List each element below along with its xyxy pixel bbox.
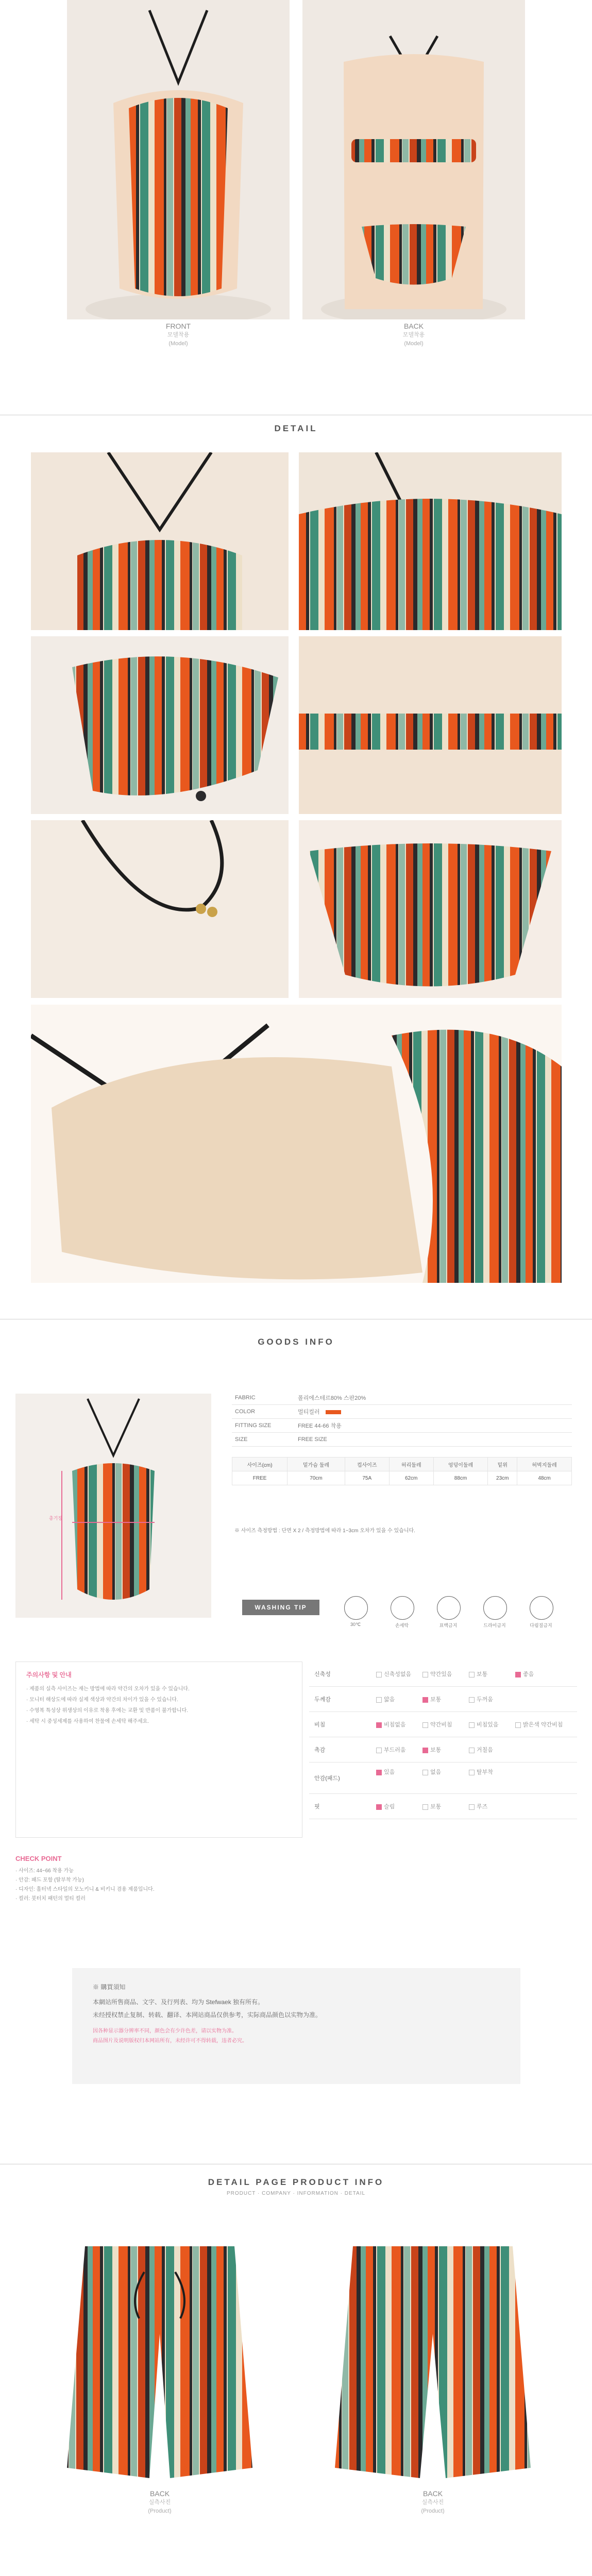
goods-info-title: GOODS INFO <box>258 1337 334 1347</box>
detail-title: DETAIL <box>274 423 318 433</box>
checkbox-checked[interactable] <box>422 1697 428 1703</box>
detail-photo-large <box>31 1005 562 1283</box>
check-point-title: CHECK POINT <box>15 1855 62 1862</box>
detail-photo-3 <box>31 636 289 814</box>
goods-info-table: FABRIC 폴리에스테르80% 스판20% COLOR 멀티컬러 FITTING SIZE FREE 44-66 착용 SIZE FREE SIZE <box>232 1391 572 1447</box>
checkbox[interactable] <box>376 1748 382 1753</box>
shorts-photo-2 <box>304 2241 562 2483</box>
checkbox[interactable] <box>376 1697 382 1703</box>
checkbox[interactable] <box>422 1672 428 1677</box>
checkbox[interactable] <box>469 1770 475 1775</box>
check-point-item: · 사이즈: 44~66 착용 가능 <box>15 1868 74 1874</box>
front-model-photo <box>67 0 290 319</box>
notice-item: · 세탁 시 중성세제를 사용하여 찬물에 손세탁 해주세요. <box>26 1719 149 1724</box>
checkbox[interactable] <box>515 1722 521 1728</box>
color-swatch <box>326 1410 341 1414</box>
purchase-notice-pink: 因各种显示器分辨率不同，颜色会有少许色差，请以实物为准。 <box>93 2028 237 2034</box>
back-model-photo <box>302 0 525 319</box>
notice-box <box>15 1662 302 1838</box>
goods-figure-photo <box>15 1394 211 1618</box>
detail-product-info-title: DETAIL PAGE PRODUCT INFO <box>208 2177 384 2187</box>
check-point-item: · 디자인: 홀터넥 스타일의 모노키니 & 비키니 겸용 제품입니다. <box>15 1887 155 1892</box>
wash-label: 표백금지 <box>439 1623 458 1628</box>
size-note: ※ 사이즈 측정방법 : 단면 X 2 / 측정방법에 따라 1~3cm 오차가 있을 수 있습니다. <box>234 1528 415 1534</box>
detail-photo-4 <box>299 636 562 814</box>
checkbox[interactable] <box>376 1672 382 1677</box>
purchase-notice-line: 本網站所售商品、文字、及行列表、均为 Stefwaek 独有所有。 <box>93 1998 264 2006</box>
detail-photo-1 <box>31 452 289 630</box>
checkbox[interactable] <box>469 1748 475 1753</box>
hand-wash-icon <box>391 1596 414 1620</box>
purchase-notice-pink: 商品图片及说明版权归本网站所有，未经许可不得转载，违者必究。 <box>93 2038 247 2044</box>
size-table: 사이즈(cm) 밑가슴 둘레 컵사이즈 허리둘레 엉덩이둘레 밑위 허벅지둘레 FREE 70cm 75A 62cm 88cm 23cm 48cm <box>232 1457 572 1485</box>
checkbox[interactable] <box>422 1722 428 1728</box>
shorts-caption: BACK 실측사진 (Product) <box>421 2489 445 2514</box>
wash-label: 드라이금지 <box>483 1623 506 1628</box>
check-table: 신축성 신축성없음 약간있음 보통 좋음 두께감 얇음 보통 두꺼움 비침 비침없음 약간비침 비침있음 밝은색 약간비침 촉감 부드러움 보통 거칠음 안감(패드) 있음 없음 탈부착 핏 슬림 보통 루즈 <box>309 1662 577 1819</box>
detail-product-info-sub: PRODUCT · COMPANY · INFORMATION · DETAIL <box>226 2191 366 2196</box>
checkbox-checked[interactable] <box>376 1770 382 1775</box>
no-bleach-icon <box>437 1596 461 1620</box>
wash-label: 손세탁 <box>395 1623 409 1628</box>
checkbox[interactable] <box>469 1697 475 1703</box>
shorts-photo-1 <box>31 2241 289 2483</box>
detail-photo-5 <box>31 820 289 998</box>
notice-title: 주의사항 및 안내 <box>26 1671 72 1679</box>
checkbox-checked[interactable] <box>515 1672 521 1677</box>
notice-item: · 제품의 실측 사이즈는 재는 방법에 따라 약간의 오차가 있을 수 있습니다. <box>26 1686 190 1692</box>
checkbox[interactable] <box>469 1804 475 1810</box>
shorts-caption: BACK 실측사진 (Product) <box>148 2489 172 2514</box>
purchase-notice-title: ※ 購買須知 <box>93 1984 126 1991</box>
wash-30-icon <box>344 1596 368 1620</box>
front-caption: FRONT 모델착용 (Model) <box>165 322 191 347</box>
purchase-notice-box <box>72 1968 520 2084</box>
check-point-item: · 안감: 패드 포함 (탈부착 가능) <box>15 1877 84 1883</box>
notice-item: · 수영복 특성상 위생상의 이유로 착용 후에는 교환 및 반품이 불가합니다. <box>26 1708 189 1714</box>
washing-tip-label: WASHING TIP <box>242 1600 319 1615</box>
checkbox[interactable] <box>422 1770 428 1775</box>
checkbox[interactable] <box>469 1672 475 1677</box>
detail-photo-2 <box>299 452 562 630</box>
wash-label: 30℃ <box>350 1622 361 1627</box>
checkbox-checked[interactable] <box>422 1748 428 1753</box>
check-point-item: · 컬러: 붓터치 패턴의 멀티 컬러 <box>15 1896 86 1902</box>
back-caption: BACK 모델착용 (Model) <box>402 322 425 347</box>
body-measure-label: 총기장 <box>49 1516 63 1521</box>
purchase-notice-line: 未经授权禁止复制、转载、翻译、本网站商品仅供参考，实际商品颜色以实物为准。 <box>93 2011 322 2019</box>
checkbox[interactable] <box>422 1804 428 1810</box>
no-iron-icon <box>530 1596 553 1620</box>
wash-label: 다림질금지 <box>530 1623 552 1628</box>
checkbox-checked[interactable] <box>376 1804 382 1810</box>
checkbox-checked[interactable] <box>376 1722 382 1728</box>
no-dry-clean-icon <box>483 1596 507 1620</box>
detail-photo-6 <box>299 820 562 998</box>
checkbox[interactable] <box>469 1722 475 1728</box>
notice-item: · 모니터 해상도에 따라 실제 색상과 약간의 차이가 있을 수 있습니다. <box>26 1697 178 1703</box>
